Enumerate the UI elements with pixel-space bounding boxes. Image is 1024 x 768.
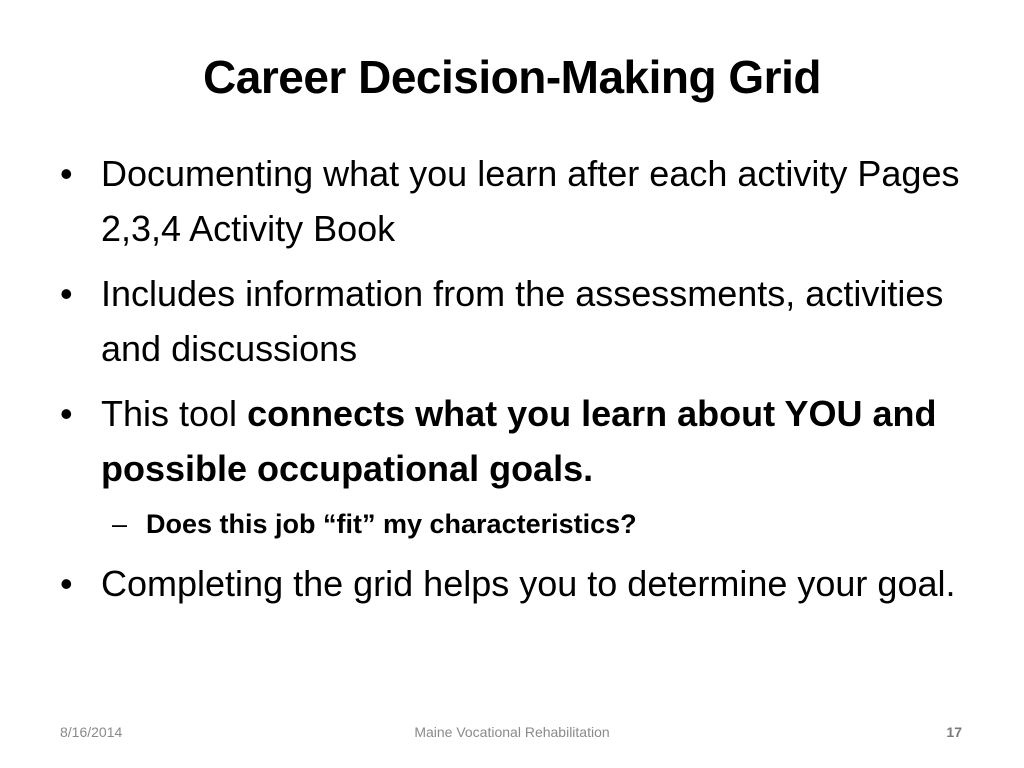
bullet-text: Includes information from the assessments, activities and discussions <box>101 273 944 369</box>
sub-bullet-item <box>60 504 960 544</box>
bullet-mark: • <box>60 273 73 314</box>
footer-organization: Maine Vocational Rehabilitation <box>414 724 610 740</box>
bullet-item <box>60 556 960 611</box>
bullet-mark: • <box>60 153 73 194</box>
bullet-item <box>60 386 960 496</box>
bullet-text: Completing the grid helps you to determine your goal. <box>101 563 956 604</box>
bullet-text <box>101 393 937 489</box>
bullet-text: Documenting what you learn after each activity Pages 2,3,4 Activity Book <box>101 153 960 249</box>
sub-bullet-mark: – <box>112 509 128 539</box>
bullet-text-bold: connects what you learn about YOU and possible occupational goals. <box>101 393 937 489</box>
slide-title: Career Decision-Making Grid <box>203 51 821 103</box>
bullet-text-plain: This tool <box>101 393 248 434</box>
bullet-mark: • <box>60 563 73 604</box>
bullet-item <box>60 266 960 376</box>
sub-bullet-text: Does this job “fit” my characteristics? <box>146 509 637 539</box>
bullet-item <box>60 146 960 256</box>
footer-page-number: 17 <box>946 724 962 740</box>
footer-date: 8/16/2014 <box>60 724 123 740</box>
bullet-mark: • <box>60 393 73 434</box>
bullet-list <box>60 146 960 621</box>
